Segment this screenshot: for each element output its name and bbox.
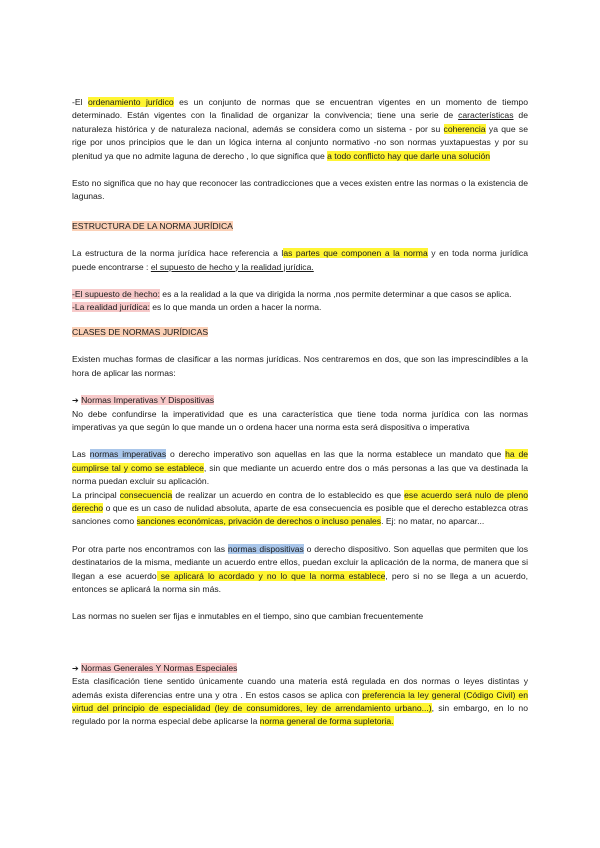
arrow-icon: ➔ bbox=[72, 396, 79, 406]
underline-caracteristicas: características bbox=[458, 110, 514, 121]
text: es un conjunto de normas que se encuentran vigentes en un momento de tiempo determinado. Están vigentes con la finalidad de organizar la convivencia; tiene una serie de bbox=[72, 97, 528, 121]
text: de realizar un acuerdo en contra de lo establecido es que bbox=[172, 489, 405, 500]
heading-estructura bbox=[72, 220, 528, 233]
text: es lo que manda un orden a hacer la norma. bbox=[149, 302, 322, 313]
highlight-acordado: se aplicará lo acordado y no lo que la norma establece bbox=[156, 570, 386, 581]
text: La estructura de la norma jurídica hace referencia a l bbox=[72, 248, 284, 259]
heading-clases bbox=[72, 326, 528, 339]
paragraph-normas-dispositivas bbox=[72, 543, 528, 597]
subheading-imperativas bbox=[72, 394, 528, 407]
text: , sin embargo, en lo no regulado por la norma especial debe aplicarse la bbox=[72, 703, 528, 727]
text: Esta clasificación tiene sentido únicamente cuando una materia está regulada en dos normas o leyes distintas y además exista diferencias entre una y otra . En estos casos se aplica con bbox=[72, 676, 528, 700]
highlight-solucion: a todo conflicto hay que darle una solución bbox=[327, 150, 491, 161]
paragraph-supuesto bbox=[72, 288, 528, 301]
highlight-supuesto: -El supuesto de hecho: bbox=[72, 289, 160, 300]
highlight-nulo: ese acuerdo será nulo de pleno derecho bbox=[72, 489, 528, 513]
highlight-supletoria: norma general de forma supletoria. bbox=[259, 716, 394, 727]
paragraph-estructura bbox=[72, 247, 528, 274]
paragraph-imperatividad: No debe confundirse la imperatividad que es una característica que tiene toda norma jurídica con las normas imperativas ya que según lo que mande un o ordena hacer una norma esta será dispositiva o imperativa bbox=[72, 408, 528, 432]
subheading-generales-text: Normas Generales Y Normas Especiales bbox=[81, 662, 238, 673]
paragraph-clasificar: Existen muchas formas de clasificar a las normas jurídicas. Nos centraremos en dos, que son las imprescindibles a la hora de aplicar las normas: bbox=[72, 354, 528, 378]
arrow-icon: ➔ bbox=[72, 663, 79, 673]
text: Por otra parte nos encontramos con las bbox=[72, 543, 228, 554]
highlight-realidad: -La realidad jurídica: bbox=[72, 302, 150, 313]
text: o derecho imperativo son aquellas en las que la norma establece un mandato que bbox=[166, 449, 506, 460]
highlight-normas-dispositivas: normas dispositivas bbox=[227, 543, 304, 554]
heading-estructura-text: ESTRUCTURA DE LA NORMA JURÍDICA bbox=[72, 220, 233, 231]
paragraph-ordenamiento bbox=[72, 96, 528, 163]
highlight-sanciones: sanciones económicas, privación de derechos o incluso penales bbox=[136, 516, 382, 527]
text: , pero si no se llega a un acuerdo, entonces se aplicará la norma sin más. bbox=[72, 570, 528, 594]
underline-supuesto-realidad: el supuesto de hecho y la realidad jurídica. bbox=[150, 261, 314, 272]
subheading-imperativas-text: Normas Imperativas Y Dispositivas bbox=[81, 395, 215, 406]
text: de naturaleza histórica y de naturaleza nacional, además se considera como un sistema - por su bbox=[72, 110, 528, 134]
text: o derecho dispositivo. Son aquellas que permiten que los destinatarios de la misma, mediante un acuerdo entre ellos, puedan excluir la aplicación de la norma, de manera que si llegan a ese acuerdo bbox=[72, 543, 528, 581]
highlight-coherencia: coherencia bbox=[443, 123, 486, 134]
paragraph-contradicciones: Esto no significa que no hay que reconocer las contradicciones que a veces existen entre las normas o la existencia de lagunas. bbox=[72, 178, 528, 202]
highlight-partes: as partes que componen a la norma bbox=[283, 248, 428, 259]
text: Las bbox=[72, 449, 90, 460]
subheading-generales bbox=[72, 662, 528, 675]
text: -El bbox=[72, 97, 88, 107]
paragraph-no-fijas: Las normas no suelen ser fijas e inmutables en el tiempo, sino que cambian frecuentemente bbox=[72, 611, 424, 622]
text: ya que se rige por unos principios que le dan un lógica interna al conjunto normativo -no son normas yuxtapuestas y por su plenitud ya que no admite laguna de derecho , lo que significa que bbox=[72, 123, 528, 161]
paragraph-consecuencia bbox=[72, 489, 528, 529]
highlight-preferencia: preferencia la ley general (Código Civil) en virtud del principio de especialidad (ley de consumidores, ley de arrendamiento urbano...) bbox=[72, 689, 528, 713]
highlight-normas-imperativas: normas imperativas bbox=[89, 449, 167, 460]
text: La principal bbox=[72, 489, 120, 500]
text: y en toda norma jurídica puede encontrarse : bbox=[72, 248, 528, 272]
heading-clases-text: CLASES DE NORMAS JURÍDICAS bbox=[72, 326, 209, 337]
text: o que es un caso de nulidad absoluta, aparte de esa consecuencia es posible que el derecho establezca otras sanciones como bbox=[72, 502, 528, 527]
text: . Ej: no matar, no aparcar... bbox=[381, 516, 485, 527]
paragraph-normas-imperativas bbox=[72, 448, 528, 488]
paragraph-realidad bbox=[72, 301, 528, 314]
highlight-cumplirse: ha de cumplirse tal y como se establece bbox=[72, 449, 529, 473]
highlight-consecuencia: consecuencia bbox=[119, 489, 173, 500]
text: es a la realidad a la que va dirigida la norma ,nos permite determinar a que casos se aplica. bbox=[159, 289, 512, 300]
text: , sin que mediante un acuerdo entre dos o más personas a las que va destinada la norma puedan excluir su aplicación. bbox=[72, 462, 528, 487]
highlight-ordenamiento-juridico: ordenamiento jurídico bbox=[87, 97, 174, 107]
paragraph-especiales bbox=[72, 675, 528, 729]
